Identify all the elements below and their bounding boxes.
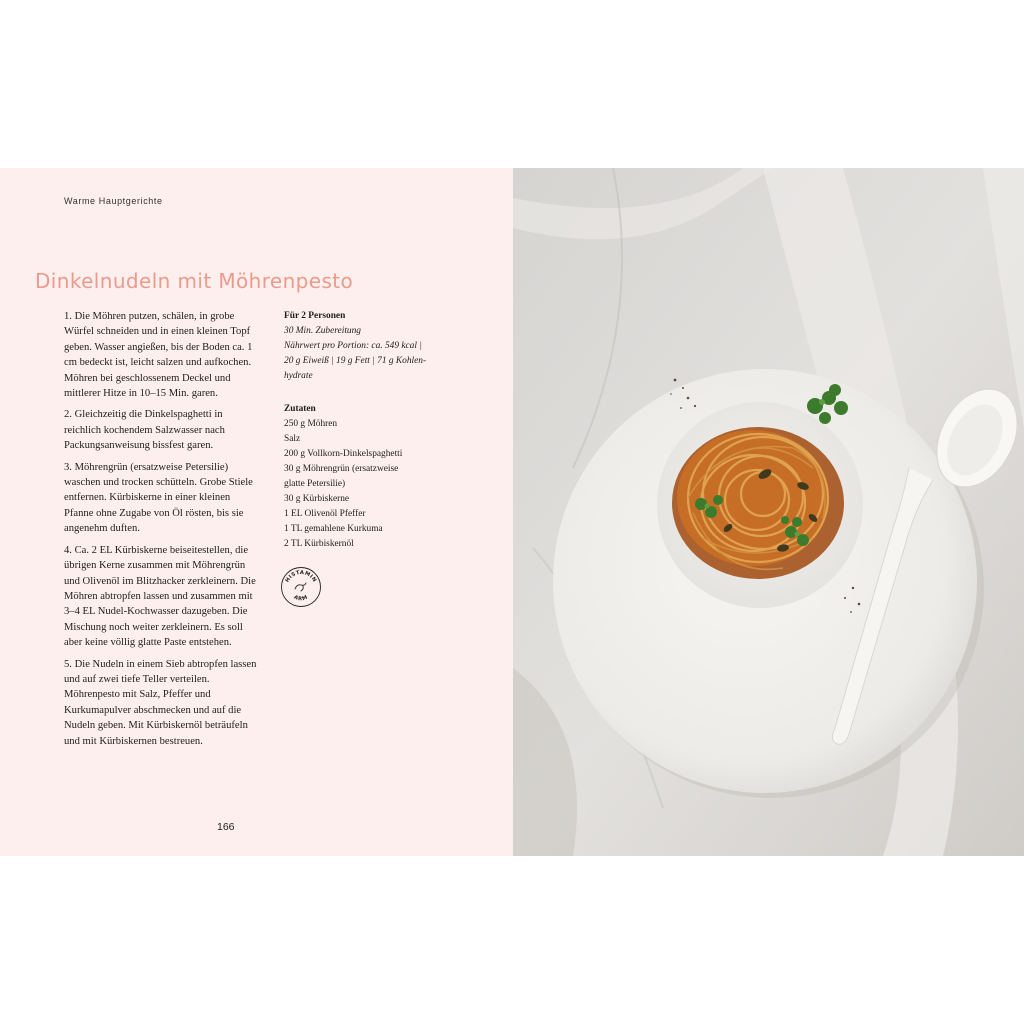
step-3: 3. Möhrengrün (ersatzweise Petersilie) waschen und trocken schütteln. Grobe Stiele entfernen. Kürbiskerne in einer kleinen Pfanne ohne Zugabe von Öl rösten, bis sie angenehm duften.	[64, 461, 253, 535]
ingredient-item: 30 g Möhrengrün (ersatzweise	[284, 464, 399, 474]
ingredient-item: glatte Petersilie)	[284, 479, 346, 489]
ingredients-list	[284, 417, 444, 552]
step-5: 5. Die Nudeln in einem Sieb abtropfen lassen und auf zwei tiefe Teller verteilen. Möhrenpesto mit Salz, Pfeffer und Kurkumapulver abschmecken und auf die Nudeln geben. Mit Kürbiskernöl beträufeln und mit Kürbiskernen bestreuen.	[64, 658, 257, 747]
nutrition-line-3: hydrate	[284, 371, 313, 381]
servings: Für 2 Personen	[284, 311, 346, 321]
right-page	[513, 168, 1024, 856]
page-number: 166	[217, 821, 235, 833]
badge-bottom-text: ARM	[292, 594, 310, 603]
section-label: Warme Hauptgerichte	[64, 196, 163, 206]
book-spread	[0, 168, 1024, 856]
recipe-title: Dinkelnudeln mit Möhrenpesto	[35, 269, 354, 293]
ingredient-item: 30 g Kürbiskerne	[284, 494, 350, 504]
left-page	[0, 168, 513, 856]
nutrition-line-1: Nährwert pro Portion: ca. 549 kcal |	[284, 341, 422, 351]
svg-text:HISTAMIN	[285, 570, 318, 584]
svg-text:ARM	[293, 594, 309, 602]
nutrition-line-2: 20 g Eiweiß | 19 g Fett | 71 g Kohlen-	[284, 356, 427, 366]
step-2: 2. Gleichzeitig die Dinkelspaghetti in reichlich kochendem Salzwasser nach Packungsanweisung bissfest garen.	[64, 409, 225, 452]
recipe-steps	[64, 309, 260, 755]
badge-top-text: HISTAMIN	[284, 569, 318, 584]
ingredient-item: 1 EL Olivenöl Pfeffer	[284, 509, 366, 519]
ingredient-item: 200 g Vollkorn-Dinkelspaghetti	[284, 449, 403, 459]
prep-time: 30 Min. Zubereitung	[284, 326, 361, 336]
step-1: 1. Die Möhren putzen, schälen, in grobe Würfel schneiden und in einen kleinen Topf geben. Wasser angießen, bis der Boden ca. 1 cm bedeckt ist, leicht salzen und aufkochen. Möhren bei geschlossenem Deckel und mittlerer Hitze in 10–15 Min. garen.	[64, 311, 253, 400]
ingredient-item: 1 TL gemahlene Kurkuma	[284, 524, 383, 534]
ingredients-heading: Zutaten	[284, 404, 316, 414]
recipe-info	[284, 309, 444, 552]
ingredient-item: Salz	[284, 434, 301, 444]
ingredient-item: 250 g Möhren	[284, 419, 338, 429]
step-4: 4. Ca. 2 EL Kürbiskerne beiseitestellen, die übrigen Kerne zusammen mit Möhrengrün und Olivenöl im Blitzhacker zerkleinern. Die Möhren abtropfen lassen und zusammen mit 3–4 EL Nudel-Kochwasser dazugeben. Die Mischung noch weiter zerkleinern. Es soll aber keine völlig glatte Paste entstehen.	[64, 544, 256, 649]
ingredient-item: 2 TL Kürbiskernöl	[284, 539, 354, 549]
spaghetti-plate-photo	[513, 168, 1024, 856]
histamine-low-badge-icon	[280, 566, 322, 608]
